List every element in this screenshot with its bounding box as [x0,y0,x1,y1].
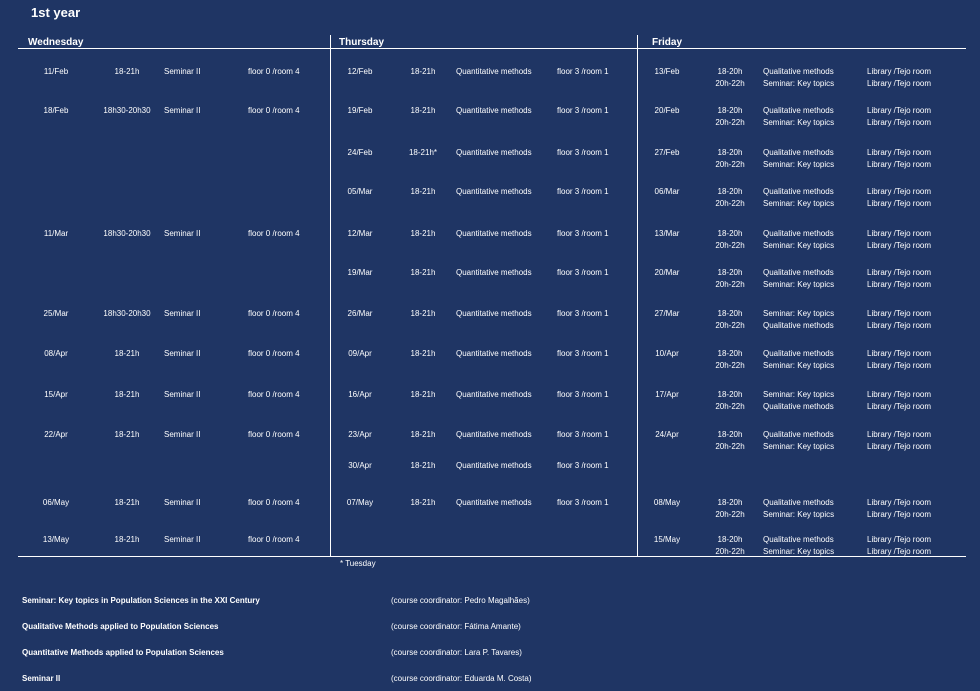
wednesday-time: 18h30-20h30 [103,309,151,318]
friday-room: Library /Tejo room [867,79,932,88]
thursday-date: 24/Feb [347,148,373,157]
friday-course: Qualitative methods [763,187,834,196]
course-name: Seminar: Key topics in Population Sciences in the XXI Century [22,596,260,605]
thursday-room: floor 3 /room 1 [557,498,609,507]
wednesday-time: 18-21h [114,67,140,76]
course-coordinator: (course coordinator: Fátima Amante) [391,622,521,631]
wednesday-room: floor 0 /room 4 [248,106,300,115]
friday-date: 27/Mar [654,309,680,318]
wednesday-room: floor 0 /room 4 [248,229,300,238]
thursday-course: Quantitative methods [456,498,532,507]
wednesday-course: Seminar II [164,430,201,439]
friday-course: Qualitative methods [763,268,834,277]
friday-date: 13/Mar [654,229,680,238]
column-divider-thu-fri [637,35,638,556]
thursday-date: 07/May [346,498,374,507]
thursday-room: floor 3 /room 1 [557,349,609,358]
friday-date: 15/May [653,535,681,544]
thursday-room: floor 3 /room 1 [557,229,609,238]
course-coordinator: (course coordinator: Pedro Magalhães) [391,596,530,605]
thursday-date: 19/Mar [347,268,373,277]
thursday-room: floor 3 /room 1 [557,148,609,157]
thursday-time: 18-21h [410,390,436,399]
friday-room: Library /Tejo room [867,160,932,169]
wednesday-date: 06/May [42,498,70,507]
thursday-course: Quantitative methods [456,187,532,196]
friday-course: Seminar: Key topics [763,361,835,370]
wednesday-course: Seminar II [164,535,201,544]
friday-room: Library /Tejo room [867,349,932,358]
thursday-room: floor 3 /room 1 [557,390,609,399]
friday-time: 18-20h [717,535,743,544]
friday-room: Library /Tejo room [867,187,932,196]
friday-time: 20h-22h [715,547,745,556]
wednesday-time: 18-21h [114,390,140,399]
thursday-time: 18-21h [410,268,436,277]
footnote: * Tuesday [340,559,376,568]
course-coordinator: (course coordinator: Lara P. Tavares) [391,648,522,657]
friday-time: 18-20h [717,309,743,318]
friday-time: 18-20h [717,106,743,115]
thursday-room: floor 3 /room 1 [557,430,609,439]
friday-room: Library /Tejo room [867,547,932,556]
friday-room: Library /Tejo room [867,229,932,238]
wednesday-date: 13/May [42,535,70,544]
wednesday-time: 18-21h [114,498,140,507]
thursday-course: Quantitative methods [456,148,532,157]
day-header-wednesday: Wednesday [28,37,84,48]
friday-room: Library /Tejo room [867,67,932,76]
wednesday-date: 22/Apr [44,430,68,439]
wednesday-room: floor 0 /room 4 [248,498,300,507]
thursday-room: floor 3 /room 1 [557,461,609,470]
friday-time: 18-20h [717,498,743,507]
friday-time: 20h-22h [715,160,745,169]
friday-room: Library /Tejo room [867,118,932,127]
friday-time: 18-20h [717,67,743,76]
friday-room: Library /Tejo room [867,321,932,330]
friday-date: 27/Feb [654,148,680,157]
thursday-room: floor 3 /room 1 [557,268,609,277]
thursday-date: 23/Apr [348,430,372,439]
friday-time: 20h-22h [715,280,745,289]
wednesday-time: 18-21h [114,349,140,358]
friday-room: Library /Tejo room [867,241,932,250]
wednesday-course: Seminar II [164,309,201,318]
friday-room: Library /Tejo room [867,535,932,544]
thursday-room: floor 3 /room 1 [557,106,609,115]
friday-time: 20h-22h [715,402,745,411]
friday-time: 20h-22h [715,361,745,370]
wednesday-room: floor 0 /room 4 [248,535,300,544]
friday-time: 20h-22h [715,510,745,519]
friday-date: 08/May [653,498,681,507]
thursday-course: Quantitative methods [456,309,532,318]
friday-course: Qualitative methods [763,535,834,544]
day-header-friday: Friday [652,37,683,48]
wednesday-room: floor 0 /room 4 [248,390,300,399]
wednesday-room: floor 0 /room 4 [248,309,300,318]
day-header-thursday: Thursday [339,37,385,48]
friday-course: Seminar: Key topics [763,309,835,318]
friday-course: Seminar: Key topics [763,280,835,289]
thursday-course: Quantitative methods [456,106,532,115]
wednesday-course: Seminar II [164,106,201,115]
friday-course: Qualitative methods [763,106,834,115]
friday-date: 17/Apr [655,390,679,399]
wednesday-date: 15/Apr [44,390,68,399]
friday-course: Seminar: Key topics [763,547,835,556]
friday-time: 20h-22h [715,241,745,250]
course-name: Qualitative Methods applied to Population Sciences [22,622,219,631]
thursday-time: 18-21h [410,349,436,358]
friday-time: 18-20h [717,268,743,277]
thursday-time: 18-21h [410,229,436,238]
wednesday-time: 18-21h [114,535,140,544]
thursday-time: 18-21h [410,67,436,76]
friday-room: Library /Tejo room [867,199,932,208]
thursday-date: 19/Feb [347,106,373,115]
friday-room: Library /Tejo room [867,390,932,399]
friday-course: Seminar: Key topics [763,241,835,250]
friday-date: 10/Apr [655,349,679,358]
header-divider [18,48,966,49]
friday-room: Library /Tejo room [867,148,932,157]
friday-time: 20h-22h [715,442,745,451]
friday-course: Qualitative methods [763,349,834,358]
thursday-room: floor 3 /room 1 [557,309,609,318]
thursday-course: Quantitative methods [456,229,532,238]
thursday-time: 18-21h [410,187,436,196]
friday-course: Qualitative methods [763,430,834,439]
friday-course: Qualitative methods [763,229,834,238]
friday-course: Qualitative methods [763,498,834,507]
friday-course: Qualitative methods [763,321,834,330]
thursday-time: 18-21h [410,106,436,115]
wednesday-course: Seminar II [164,229,201,238]
thursday-course: Quantitative methods [456,268,532,277]
wednesday-time: 18h30-20h30 [103,106,151,115]
thursday-room: floor 3 /room 1 [557,67,609,76]
thursday-date: 12/Mar [347,229,373,238]
friday-time: 18-20h [717,187,743,196]
friday-time: 18-20h [717,390,743,399]
thursday-date: 09/Apr [348,349,372,358]
thursday-course: Quantitative methods [456,430,532,439]
friday-date: 20/Mar [654,268,680,277]
wednesday-room: floor 0 /room 4 [248,349,300,358]
friday-course: Qualitative methods [763,67,834,76]
wednesday-date: 08/Apr [44,349,68,358]
thursday-time: 18-21h [410,461,436,470]
friday-course: Seminar: Key topics [763,160,835,169]
wednesday-room: floor 0 /room 4 [248,67,300,76]
wednesday-date: 18/Feb [43,106,69,115]
friday-time: 18-20h [717,148,743,157]
friday-course: Seminar: Key topics [763,390,835,399]
friday-room: Library /Tejo room [867,442,932,451]
friday-course: Seminar: Key topics [763,118,835,127]
thursday-time: 18-21h [410,430,436,439]
friday-course: Seminar: Key topics [763,79,835,88]
friday-course: Seminar: Key topics [763,510,835,519]
friday-time: 18-20h [717,229,743,238]
friday-room: Library /Tejo room [867,268,932,277]
friday-date: 13/Feb [654,67,680,76]
friday-time: 20h-22h [715,79,745,88]
friday-room: Library /Tejo room [867,309,932,318]
page-title: 1st year [31,5,81,20]
friday-room: Library /Tejo room [867,361,932,370]
thursday-date: 26/Mar [347,309,373,318]
thursday-date: 05/Mar [347,187,373,196]
friday-room: Library /Tejo room [867,106,932,115]
thursday-room: floor 3 /room 1 [557,187,609,196]
thursday-course: Quantitative methods [456,67,532,76]
wednesday-room: floor 0 /room 4 [248,430,300,439]
friday-room: Library /Tejo room [867,498,932,507]
thursday-date: 30/Apr [348,461,372,470]
friday-time: 20h-22h [715,321,745,330]
friday-time: 20h-22h [715,118,745,127]
thursday-time: 18-21h [410,498,436,507]
wednesday-date: 11/Feb [43,67,69,76]
friday-course: Qualitative methods [763,148,834,157]
thursday-date: 16/Apr [348,390,372,399]
friday-time: 18-20h [717,430,743,439]
wednesday-course: Seminar II [164,67,201,76]
friday-time: 20h-22h [715,199,745,208]
friday-course: Seminar: Key topics [763,442,835,451]
wednesday-time: 18-21h [114,430,140,439]
course-name: Seminar II [22,674,61,683]
thursday-date: 12/Feb [347,67,373,76]
friday-room: Library /Tejo room [867,510,932,519]
column-divider-wed-thu [330,35,331,556]
friday-time: 18-20h [717,349,743,358]
friday-date: 24/Apr [655,430,679,439]
thursday-course: Quantitative methods [456,349,532,358]
friday-course: Seminar: Key topics [763,199,835,208]
wednesday-time: 18h30-20h30 [103,229,151,238]
friday-room: Library /Tejo room [867,402,932,411]
friday-room: Library /Tejo room [867,280,932,289]
wednesday-date: 25/Mar [43,309,69,318]
friday-course: Qualitative methods [763,402,834,411]
thursday-time: 18-21h [410,309,436,318]
wednesday-course: Seminar II [164,498,201,507]
friday-date: 20/Feb [654,106,680,115]
friday-date: 06/Mar [654,187,680,196]
course-coordinator: (course coordinator: Eduarda M. Costa) [391,674,532,683]
thursday-course: Quantitative methods [456,390,532,399]
thursday-course: Quantitative methods [456,461,532,470]
course-name: Quantitative Methods applied to Population Sciences [22,648,224,657]
wednesday-course: Seminar II [164,390,201,399]
friday-room: Library /Tejo room [867,430,932,439]
wednesday-date: 11/Mar [43,229,69,238]
wednesday-course: Seminar II [164,349,201,358]
thursday-time: 18-21h* [408,148,438,157]
